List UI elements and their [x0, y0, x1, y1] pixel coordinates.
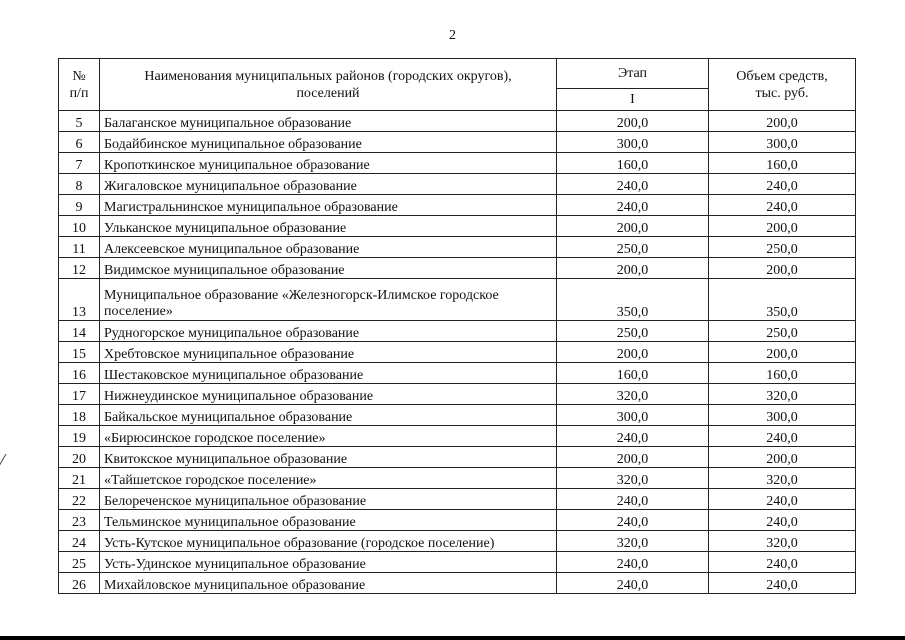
page-number: 2 — [449, 28, 456, 43]
header-stage-sub: I — [557, 89, 709, 111]
table-row — [59, 363, 856, 384]
table-row — [59, 132, 856, 153]
row-stage-value: 240,0 — [557, 573, 709, 594]
row-stage-value: 250,0 — [557, 237, 709, 258]
row-name: Кропоткинское муниципальное образование — [100, 153, 557, 174]
row-stage-value: 300,0 — [557, 405, 709, 426]
row-name: Белореченское муниципальное образование — [100, 489, 557, 510]
row-name: Алексеевское муниципальное образование — [100, 237, 557, 258]
row-stage-value: 350,0 — [557, 279, 709, 321]
row-name: «Тайшетское городское поселение» — [100, 468, 557, 489]
row-number: 21 — [59, 468, 100, 489]
row-volume-value: 250,0 — [709, 321, 856, 342]
row-name: Магистральнинское муниципальное образование — [100, 195, 557, 216]
row-volume-value: 350,0 — [709, 279, 856, 321]
row-number: 8 — [59, 174, 100, 195]
header-stage: Этап — [557, 59, 709, 89]
row-name: Жигаловское муниципальное образование — [100, 174, 557, 195]
row-number: 24 — [59, 531, 100, 552]
row-stage-value: 240,0 — [557, 489, 709, 510]
row-number: 16 — [59, 363, 100, 384]
row-stage-value: 300,0 — [557, 132, 709, 153]
row-volume-value: 320,0 — [709, 384, 856, 405]
header-name: Наименования муниципальных районов (городских округов), поселений — [100, 59, 557, 111]
allocation-table — [58, 58, 856, 594]
header-num: № п/п — [59, 59, 100, 111]
bottom-edge — [0, 636, 905, 640]
row-volume-value: 240,0 — [709, 510, 856, 531]
table-row — [59, 447, 856, 468]
row-name: Усть-Кутское муниципальное образование (городское поселение) — [100, 531, 557, 552]
row-stage-value: 320,0 — [557, 531, 709, 552]
row-stage-value: 320,0 — [557, 384, 709, 405]
table-row — [59, 258, 856, 279]
table-row — [59, 279, 856, 321]
row-number: 20 — [59, 447, 100, 468]
row-volume-value: 240,0 — [709, 174, 856, 195]
row-name: Усть-Удинское муниципальное образование — [100, 552, 557, 573]
row-volume-value: 300,0 — [709, 405, 856, 426]
row-volume-value: 160,0 — [709, 363, 856, 384]
row-volume-value: 240,0 — [709, 573, 856, 594]
row-stage-value: 160,0 — [557, 363, 709, 384]
row-name: Тельминское муниципальное образование — [100, 510, 557, 531]
row-name: Видимское муниципальное образование — [100, 258, 557, 279]
row-stage-value: 240,0 — [557, 174, 709, 195]
row-volume-value: 200,0 — [709, 342, 856, 363]
row-stage-value: 250,0 — [557, 321, 709, 342]
row-name: Ульканское муниципальное образование — [100, 216, 557, 237]
row-number: 5 — [59, 111, 100, 132]
row-name: Михайловское муниципальное образование — [100, 573, 557, 594]
row-volume-value: 240,0 — [709, 489, 856, 510]
table-row — [59, 321, 856, 342]
row-number: 12 — [59, 258, 100, 279]
row-number: 25 — [59, 552, 100, 573]
table-row — [59, 384, 856, 405]
row-volume-value: 160,0 — [709, 153, 856, 174]
table-row — [59, 153, 856, 174]
table-row — [59, 489, 856, 510]
row-stage-value: 240,0 — [557, 510, 709, 531]
table-row — [59, 510, 856, 531]
row-volume-value: 320,0 — [709, 468, 856, 489]
scan-mark — [0, 454, 14, 466]
row-volume-value: 240,0 — [709, 552, 856, 573]
row-name: Рудногорское муниципальное образование — [100, 321, 557, 342]
row-name: Хребтовское муниципальное образование — [100, 342, 557, 363]
row-volume-value: 240,0 — [709, 426, 856, 447]
row-name: Квитокское муниципальное образование — [100, 447, 557, 468]
row-number: 18 — [59, 405, 100, 426]
row-volume-value: 300,0 — [709, 132, 856, 153]
table-row — [59, 174, 856, 195]
row-stage-value: 240,0 — [557, 552, 709, 573]
row-volume-value: 200,0 — [709, 258, 856, 279]
table-row — [59, 552, 856, 573]
row-number: 19 — [59, 426, 100, 447]
row-volume-value: 320,0 — [709, 531, 856, 552]
row-stage-value: 240,0 — [557, 195, 709, 216]
row-volume-value: 250,0 — [709, 237, 856, 258]
row-number: 15 — [59, 342, 100, 363]
row-stage-value: 200,0 — [557, 447, 709, 468]
row-number: 9 — [59, 195, 100, 216]
table-row — [59, 237, 856, 258]
table-row — [59, 531, 856, 552]
row-stage-value: 200,0 — [557, 342, 709, 363]
row-name: Шестаковское муниципальное образование — [100, 363, 557, 384]
row-volume-value: 240,0 — [709, 195, 856, 216]
header-volume: Объем средств, тыс. руб. — [709, 59, 856, 111]
row-number: 26 — [59, 573, 100, 594]
row-number: 22 — [59, 489, 100, 510]
row-stage-value: 320,0 — [557, 468, 709, 489]
row-number: 6 — [59, 132, 100, 153]
table-row — [59, 111, 856, 132]
row-number: 14 — [59, 321, 100, 342]
row-number: 23 — [59, 510, 100, 531]
row-name: Балаганское муниципальное образование — [100, 111, 557, 132]
row-volume-value: 200,0 — [709, 447, 856, 468]
row-name: Бодайбинское муниципальное образование — [100, 132, 557, 153]
row-volume-value: 200,0 — [709, 111, 856, 132]
row-stage-value: 240,0 — [557, 426, 709, 447]
row-number: 7 — [59, 153, 100, 174]
row-stage-value: 200,0 — [557, 216, 709, 237]
table-row — [59, 216, 856, 237]
table-row — [59, 405, 856, 426]
row-stage-value: 200,0 — [557, 258, 709, 279]
row-name: Муниципальное образование «Железногорск-Илимское городское поселение» — [100, 279, 557, 321]
row-name: Нижнеудинское муниципальное образование — [100, 384, 557, 405]
table-row — [59, 195, 856, 216]
row-stage-value: 200,0 — [557, 111, 709, 132]
table-row — [59, 468, 856, 489]
table-row — [59, 342, 856, 363]
row-number: 13 — [59, 279, 100, 321]
table-row — [59, 426, 856, 447]
row-number: 11 — [59, 237, 100, 258]
row-name: «Бирюсинское городское поселение» — [100, 426, 557, 447]
row-stage-value: 160,0 — [557, 153, 709, 174]
table-row — [59, 573, 856, 594]
row-number: 17 — [59, 384, 100, 405]
row-number: 10 — [59, 216, 100, 237]
row-volume-value: 200,0 — [709, 216, 856, 237]
row-name: Байкальское муниципальное образование — [100, 405, 557, 426]
